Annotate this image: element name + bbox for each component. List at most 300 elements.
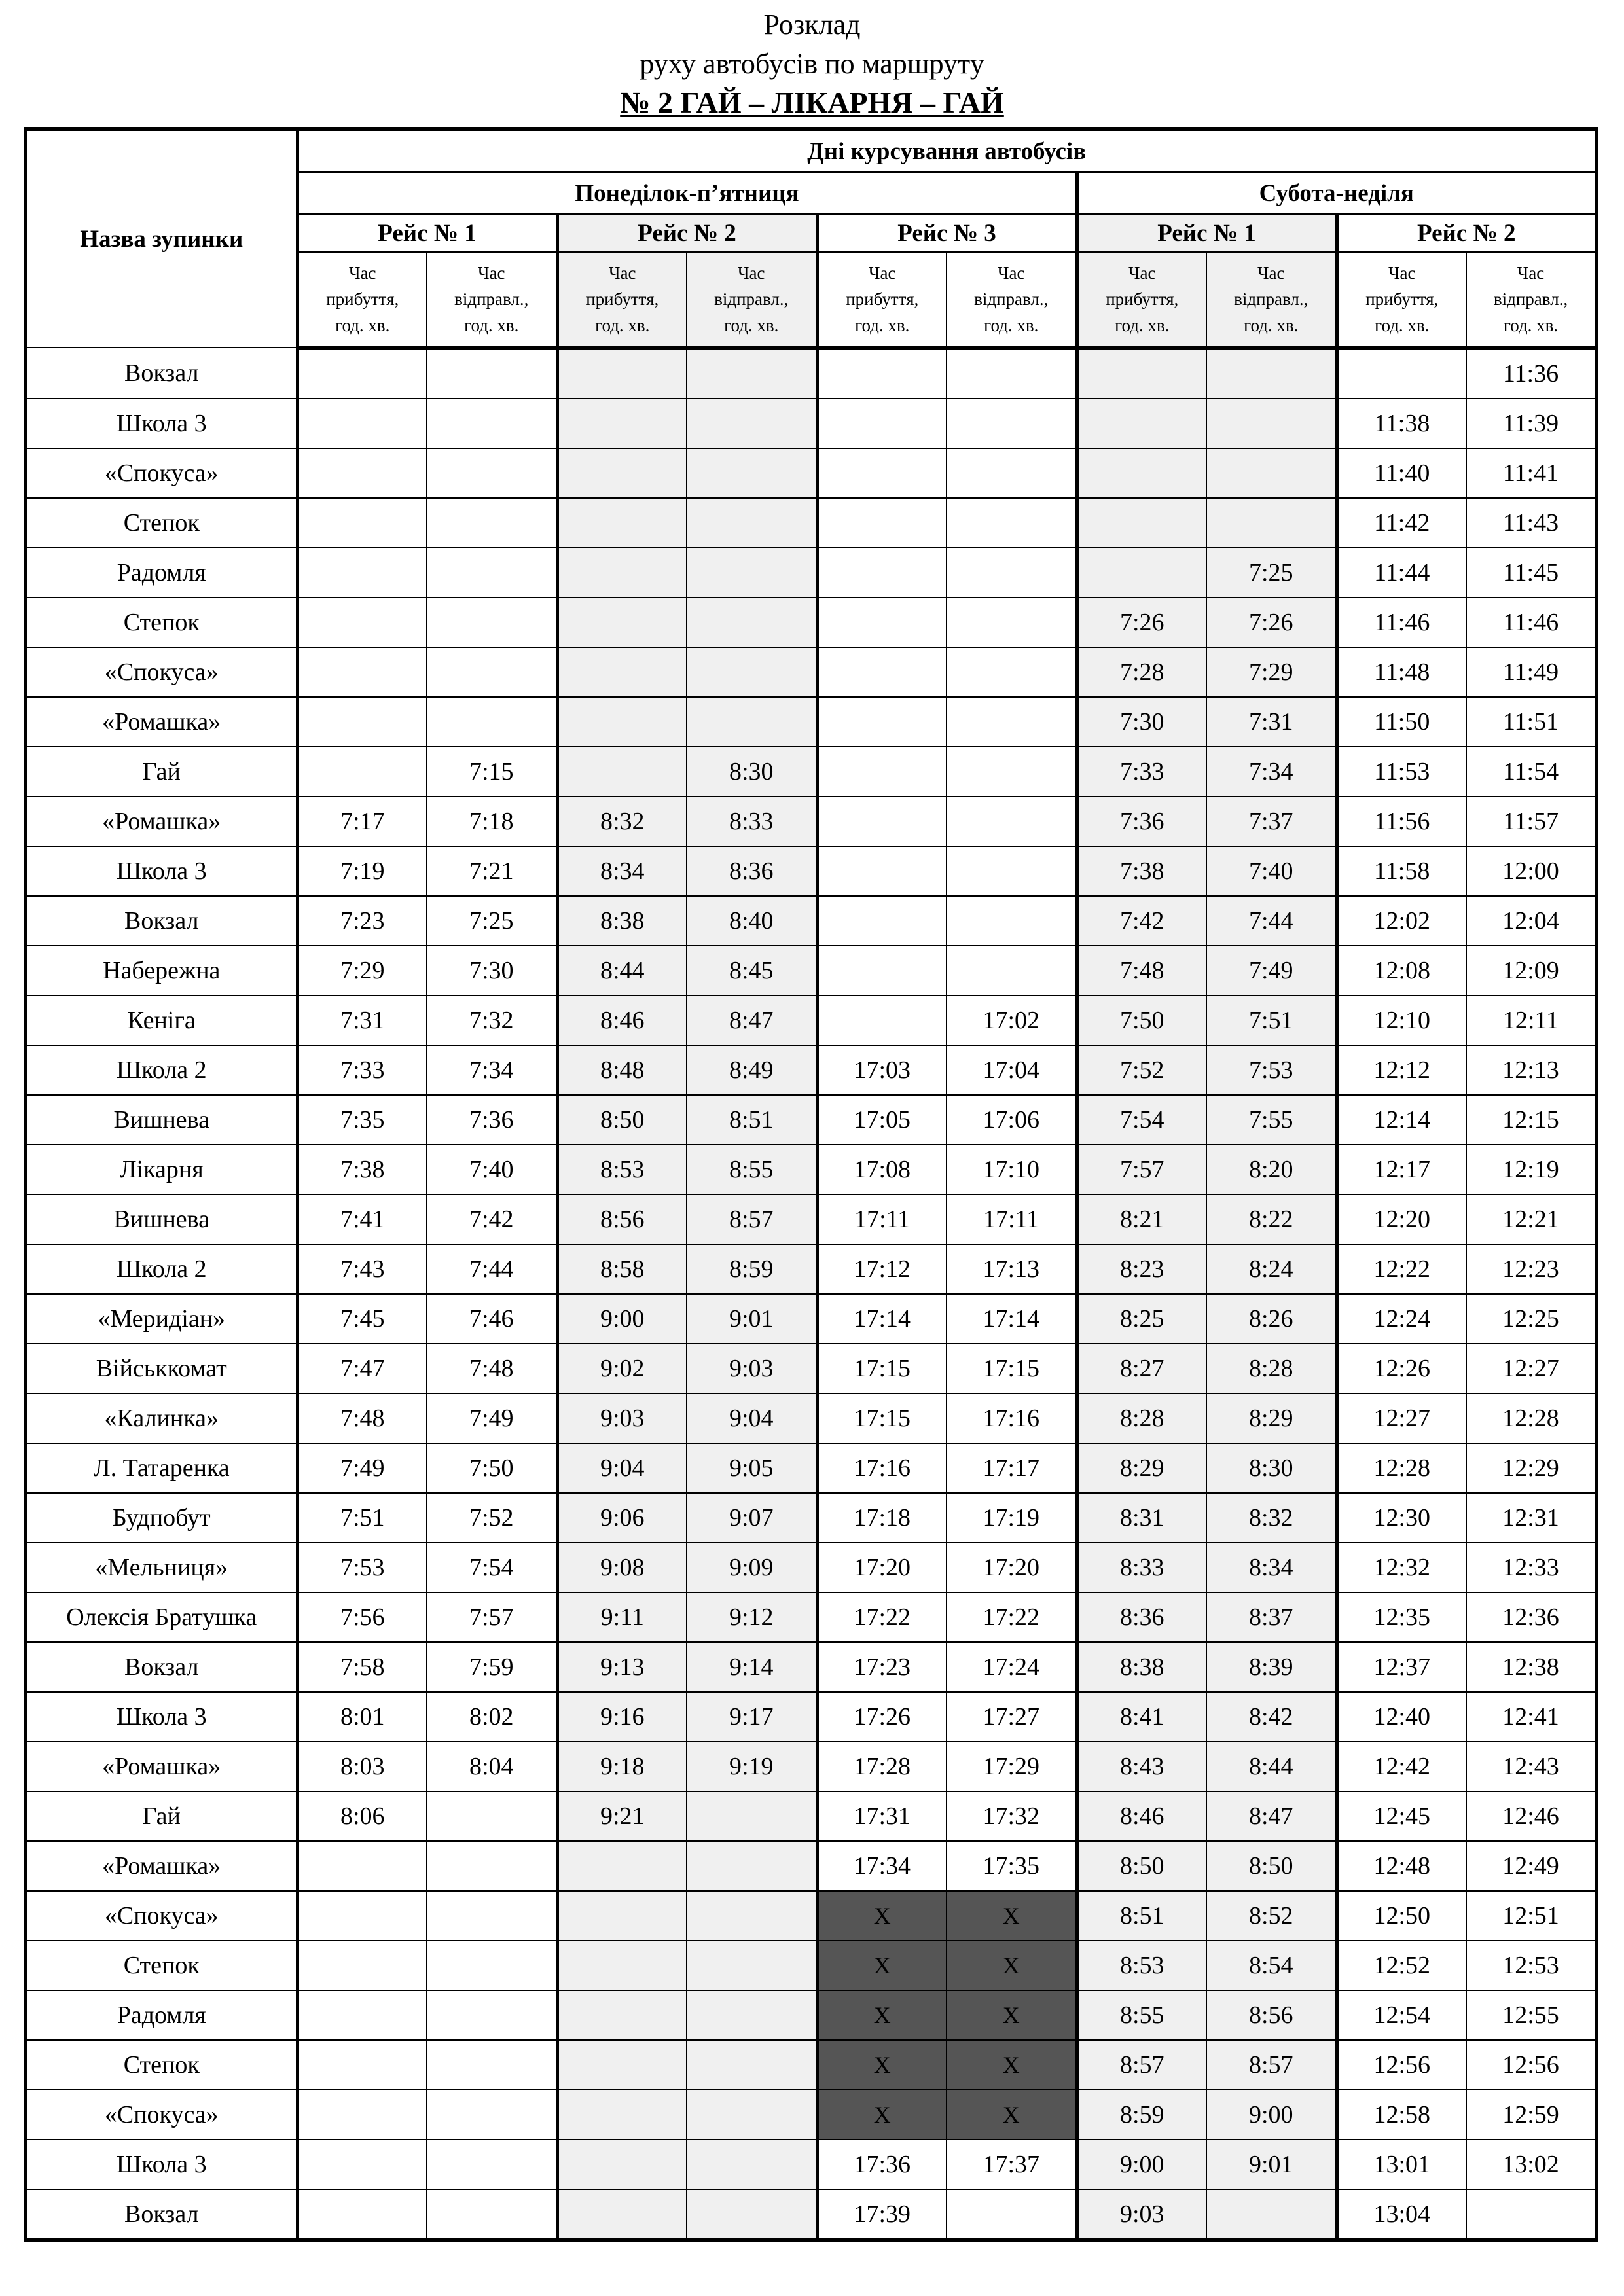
table-row — [26, 797, 1597, 846]
table-row — [26, 1990, 1597, 2040]
departure-time-cell: 12:19 — [1466, 1145, 1597, 1194]
arrival-label-line: год. хв. — [1375, 315, 1430, 335]
arrival-time-cell: 7:47 — [297, 1344, 427, 1393]
departure-time-cell: 8:59 — [687, 1244, 817, 1294]
arrival-time-cell — [557, 747, 687, 797]
departure-time-cell: 7:34 — [1206, 747, 1337, 797]
departure-time-cell: 7:46 — [427, 1294, 557, 1344]
arrival-time-cell: 8:46 — [1077, 1791, 1206, 1841]
departure-time-cell: 12:41 — [1466, 1692, 1597, 1742]
arrival-time-cell: 8:48 — [557, 1045, 687, 1095]
departure-time-cell: 8:30 — [1206, 1443, 1337, 1493]
departure-time-header — [1466, 252, 1597, 348]
arrival-time-cell: 8:33 — [1077, 1543, 1206, 1592]
arrival-time-cell — [297, 598, 427, 647]
arrival-label-line: прибуття, — [1106, 289, 1179, 309]
stop-name-cell: Кеніга — [26, 996, 297, 1045]
departure-time-cell — [687, 2189, 817, 2240]
arrival-time-cell: 17:15 — [817, 1393, 947, 1443]
departure-time-cell: 7:34 — [427, 1045, 557, 1095]
stop-name-cell: «Ромашка» — [26, 1742, 297, 1791]
departure-time-cell: 9:01 — [1206, 2140, 1337, 2189]
arrival-time-header — [557, 252, 687, 348]
arrival-time-cell — [557, 498, 687, 548]
departure-label-line: год. хв. — [1503, 315, 1559, 335]
arrival-time-cell — [557, 448, 687, 498]
arrival-time-cell: 9:18 — [557, 1742, 687, 1791]
arrival-time-cell: 9:03 — [557, 1393, 687, 1443]
arrival-time-cell: 7:33 — [1077, 747, 1206, 797]
stop-name-cell: Степок — [26, 498, 297, 548]
departure-time-cell: 7:53 — [1206, 1045, 1337, 1095]
departure-time-cell: 8:49 — [687, 1045, 817, 1095]
arrival-label-line: прибуття, — [846, 289, 919, 309]
departure-label-line: год. хв. — [984, 315, 1039, 335]
table-row — [26, 1095, 1597, 1145]
departure-time-cell: 8:04 — [427, 1742, 557, 1791]
departure-time-cell: 7:32 — [427, 996, 557, 1045]
arrival-time-cell: 11:44 — [1337, 548, 1466, 598]
departure-time-cell: 9:01 — [687, 1294, 817, 1344]
departure-time-cell: 11:57 — [1466, 797, 1597, 846]
arrival-time-cell — [817, 896, 947, 946]
departure-time-cell: 12:27 — [1466, 1344, 1597, 1393]
departure-time-cell: 12:36 — [1466, 1592, 1597, 1642]
departure-time-cell: 17:19 — [947, 1493, 1077, 1543]
table-row — [26, 1841, 1597, 1891]
departure-time-cell — [427, 1891, 557, 1941]
departure-time-cell: 17:24 — [947, 1642, 1077, 1692]
departure-time-cell: 11:36 — [1466, 348, 1597, 399]
departure-time-cell — [427, 2090, 557, 2140]
arrival-time-cell: 12:26 — [1337, 1344, 1466, 1393]
arrival-time-cell — [817, 598, 947, 647]
departure-time-cell — [687, 1841, 817, 1891]
departure-time-cell: 17:17 — [947, 1443, 1077, 1493]
arrival-time-cell: 7:54 — [1077, 1095, 1206, 1145]
departure-time-cell — [947, 946, 1077, 996]
arrival-time-cell: 7:45 — [297, 1294, 427, 1344]
arrival-time-cell: 17:11 — [817, 1194, 947, 1244]
arrival-time-cell: 12:58 — [1337, 2090, 1466, 2140]
departure-time-cell: 11:39 — [1466, 399, 1597, 448]
arrival-time-cell: 17:39 — [817, 2189, 947, 2240]
arrival-time-cell: 17:08 — [817, 1145, 947, 1194]
departure-time-cell — [427, 598, 557, 647]
departure-time-cell: 7:44 — [1206, 896, 1337, 946]
departure-time-cell — [687, 1990, 817, 2040]
table-row — [26, 1344, 1597, 1393]
arrival-label-line: прибуття, — [586, 289, 659, 309]
departure-time-cell: 8:57 — [1206, 2040, 1337, 2090]
arrival-time-cell: 17:15 — [817, 1344, 947, 1393]
trip-header: Рейс № 3 — [817, 214, 1077, 252]
arrival-time-cell: 11:48 — [1337, 647, 1466, 697]
table-row — [26, 1891, 1597, 1941]
arrival-time-cell: 12:17 — [1337, 1145, 1466, 1194]
arrival-time-cell: 7:49 — [297, 1443, 427, 1493]
departure-time-cell: 11:54 — [1466, 747, 1597, 797]
arrival-time-cell — [1077, 448, 1206, 498]
arrival-time-cell: 17:03 — [817, 1045, 947, 1095]
arrival-time-cell — [557, 399, 687, 448]
departure-label-line: год. хв. — [724, 315, 779, 335]
arrival-time-cell: 7:17 — [297, 797, 427, 846]
arrival-time-cell: 11:53 — [1337, 747, 1466, 797]
departure-time-cell: X — [947, 2090, 1077, 2140]
table-row — [26, 448, 1597, 498]
arrival-label-line: год. хв. — [855, 315, 910, 335]
arrival-time-cell: 7:26 — [1077, 598, 1206, 647]
departure-time-cell: X — [947, 2040, 1077, 2090]
departure-time-cell: 17:04 — [947, 1045, 1077, 1095]
arrival-time-cell — [557, 1941, 687, 1990]
arrival-time-cell — [297, 647, 427, 697]
departure-time-cell — [427, 647, 557, 697]
table-row — [26, 1592, 1597, 1642]
departure-time-cell: 12:53 — [1466, 1941, 1597, 1990]
departure-time-cell: 7:48 — [427, 1344, 557, 1393]
departure-time-cell: 7:25 — [427, 896, 557, 946]
departure-time-cell: 7:26 — [1206, 598, 1337, 647]
arrival-time-cell — [297, 548, 427, 598]
arrival-time-cell: 7:42 — [1077, 896, 1206, 946]
departure-time-cell — [427, 1990, 557, 2040]
arrival-time-cell — [297, 2090, 427, 2140]
arrival-time-cell: 17:12 — [817, 1244, 947, 1294]
departure-time-cell: 8:28 — [1206, 1344, 1337, 1393]
days-header: Дні курсування автобусів — [297, 129, 1597, 172]
departure-time-cell — [427, 1791, 557, 1841]
departure-time-cell: 17:20 — [947, 1543, 1077, 1592]
departure-label-line: відправл., — [454, 289, 529, 309]
arrival-time-cell — [557, 2040, 687, 2090]
table-row — [26, 896, 1597, 946]
departure-time-cell — [687, 548, 817, 598]
trip-header: Рейс № 2 — [1337, 214, 1597, 252]
table-row — [26, 697, 1597, 747]
arrival-time-cell — [297, 1941, 427, 1990]
departure-time-cell: 8:20 — [1206, 1145, 1337, 1194]
departure-time-cell: 17:13 — [947, 1244, 1077, 1294]
arrival-time-cell: 12:28 — [1337, 1443, 1466, 1493]
departure-time-cell — [427, 548, 557, 598]
departure-time-cell — [947, 896, 1077, 946]
departure-time-cell: 11:45 — [1466, 548, 1597, 598]
departure-time-cell: 17:32 — [947, 1791, 1077, 1841]
departure-time-cell: 11:41 — [1466, 448, 1597, 498]
departure-time-cell — [687, 2040, 817, 2090]
arrival-time-cell: 17:28 — [817, 1742, 947, 1791]
departure-time-cell: 13:02 — [1466, 2140, 1597, 2189]
period-header-weekdays: Понеділок-п’ятниця — [297, 172, 1077, 214]
arrival-time-cell: 12:22 — [1337, 1244, 1466, 1294]
arrival-time-cell — [817, 697, 947, 747]
departure-time-cell — [427, 2189, 557, 2240]
departure-time-cell: 12:11 — [1466, 996, 1597, 1045]
stop-name-cell: Радомля — [26, 1990, 297, 2040]
arrival-time-cell: 9:04 — [557, 1443, 687, 1493]
table-row — [26, 1493, 1597, 1543]
arrival-time-cell — [817, 399, 947, 448]
departure-time-cell — [1206, 498, 1337, 548]
arrival-time-cell: 7:52 — [1077, 1045, 1206, 1095]
arrival-time-cell: 8:43 — [1077, 1742, 1206, 1791]
departure-time-cell: 12:28 — [1466, 1393, 1597, 1443]
table-row — [26, 2090, 1597, 2140]
departure-time-cell: 12:38 — [1466, 1642, 1597, 1692]
title-line-2: руху автобусів по маршруту — [640, 48, 984, 80]
departure-time-cell — [687, 1891, 817, 1941]
stop-name-cell: Будпобут — [26, 1493, 297, 1543]
arrival-time-cell: 7:38 — [297, 1145, 427, 1194]
departure-time-cell: 8:40 — [687, 896, 817, 946]
departure-time-cell — [947, 2189, 1077, 2240]
arrival-time-cell — [557, 1990, 687, 2040]
trip-header: Рейс № 2 — [557, 214, 817, 252]
arrival-time-cell: 11:50 — [1337, 697, 1466, 747]
departure-time-cell: 8:39 — [1206, 1642, 1337, 1692]
stop-name-cell: «Калинка» — [26, 1393, 297, 1443]
arrival-label-line: Час — [1388, 263, 1416, 283]
departure-time-cell: 17:16 — [947, 1393, 1077, 1443]
arrival-time-cell — [557, 348, 687, 399]
departure-time-cell — [1206, 2189, 1337, 2240]
table-row — [26, 1692, 1597, 1742]
table-row — [26, 846, 1597, 896]
arrival-time-cell — [557, 647, 687, 697]
table-row — [26, 647, 1597, 697]
table-row — [26, 2140, 1597, 2189]
arrival-time-cell: 7:33 — [297, 1045, 427, 1095]
departure-time-cell: 8:52 — [1206, 1891, 1337, 1941]
arrival-time-cell — [297, 1990, 427, 2040]
arrival-time-cell: 13:01 — [1337, 2140, 1466, 2189]
arrival-time-cell: 12:42 — [1337, 1742, 1466, 1791]
departure-time-cell: 7:25 — [1206, 548, 1337, 598]
departure-time-cell: 8:45 — [687, 946, 817, 996]
departure-time-cell — [427, 1941, 557, 1990]
arrival-time-cell — [817, 946, 947, 996]
stop-column-header: Назва зупинки — [26, 129, 297, 348]
departure-time-cell: 9:09 — [687, 1543, 817, 1592]
departure-time-cell — [947, 548, 1077, 598]
arrival-time-cell — [817, 498, 947, 548]
departure-time-cell: 7:50 — [427, 1443, 557, 1493]
departure-time-cell — [427, 1841, 557, 1891]
arrival-time-cell: 12:10 — [1337, 996, 1466, 1045]
arrival-label-line: год. хв. — [595, 315, 650, 335]
departure-time-cell: 9:03 — [687, 1344, 817, 1393]
departure-time-cell — [1466, 2189, 1597, 2240]
stop-name-cell: «Ромашка» — [26, 1841, 297, 1891]
departure-time-cell: 9:17 — [687, 1692, 817, 1742]
table-row — [26, 996, 1597, 1045]
arrival-time-cell: X — [817, 1941, 947, 1990]
departure-label-line: відправл., — [1493, 289, 1568, 309]
departure-time-cell — [687, 2140, 817, 2189]
departure-time-cell: 8:50 — [1206, 1841, 1337, 1891]
arrival-time-cell — [297, 697, 427, 747]
departure-time-cell: 8:55 — [687, 1145, 817, 1194]
arrival-time-cell: 7:53 — [297, 1543, 427, 1592]
departure-time-cell: 8:29 — [1206, 1393, 1337, 1443]
departure-time-cell: 8:54 — [1206, 1941, 1337, 1990]
arrival-time-cell: 7:43 — [297, 1244, 427, 1294]
arrival-time-cell: 8:46 — [557, 996, 687, 1045]
arrival-time-header — [1337, 252, 1466, 348]
arrival-time-cell: 12:40 — [1337, 1692, 1466, 1742]
table-row — [26, 1642, 1597, 1692]
departure-time-cell: X — [947, 1990, 1077, 2040]
arrival-time-cell: 17:34 — [817, 1841, 947, 1891]
stop-name-cell: Олексія Братушка — [26, 1592, 297, 1642]
stop-name-cell: Вокзал — [26, 2189, 297, 2240]
arrival-time-cell: 7:57 — [1077, 1145, 1206, 1194]
arrival-time-cell: 17:26 — [817, 1692, 947, 1742]
departure-time-cell: 7:18 — [427, 797, 557, 846]
departure-time-cell: 17:14 — [947, 1294, 1077, 1344]
stop-name-cell: Лікарня — [26, 1145, 297, 1194]
arrival-time-cell: 8:27 — [1077, 1344, 1206, 1393]
arrival-time-cell — [297, 1841, 427, 1891]
stop-name-cell: Військкомат — [26, 1344, 297, 1393]
departure-time-cell — [687, 1941, 817, 1990]
route-title: № 2 ГАЙ – ЛІКАРНЯ – ГАЙ — [620, 86, 1004, 119]
arrival-time-cell: 8:50 — [557, 1095, 687, 1145]
table-row — [26, 1443, 1597, 1493]
arrival-label-line: год. хв. — [1115, 315, 1170, 335]
table-row — [26, 1543, 1597, 1592]
departure-time-cell: 12:43 — [1466, 1742, 1597, 1791]
arrival-time-cell: 12:56 — [1337, 2040, 1466, 2090]
departure-label-line: Час — [737, 263, 765, 283]
stop-name-cell: Степок — [26, 2040, 297, 2090]
arrival-time-cell: 7:23 — [297, 896, 427, 946]
arrival-time-cell: 9:11 — [557, 1592, 687, 1642]
departure-time-cell: 12:31 — [1466, 1493, 1597, 1543]
stop-name-cell: Степок — [26, 598, 297, 647]
departure-time-cell: 7:51 — [1206, 996, 1337, 1045]
departure-time-cell: 9:07 — [687, 1493, 817, 1543]
arrival-time-cell — [1337, 348, 1466, 399]
arrival-time-cell — [557, 2090, 687, 2140]
arrival-time-cell — [817, 448, 947, 498]
departure-time-cell: 12:49 — [1466, 1841, 1597, 1891]
arrival-time-cell: 12:45 — [1337, 1791, 1466, 1841]
arrival-time-cell: 7:50 — [1077, 996, 1206, 1045]
departure-time-cell — [687, 2090, 817, 2140]
arrival-time-cell: 12:32 — [1337, 1543, 1466, 1592]
arrival-time-cell: 12:08 — [1337, 946, 1466, 996]
departure-label-line: відправл., — [714, 289, 789, 309]
arrival-time-cell: 8:06 — [297, 1791, 427, 1841]
arrival-time-cell: 12:48 — [1337, 1841, 1466, 1891]
departure-time-cell: 8:42 — [1206, 1692, 1337, 1742]
stop-name-cell: «Мельниця» — [26, 1543, 297, 1592]
arrival-time-cell: 8:21 — [1077, 1194, 1206, 1244]
arrival-time-cell: 12:12 — [1337, 1045, 1466, 1095]
arrival-time-cell: 9:00 — [557, 1294, 687, 1344]
table-row — [26, 2040, 1597, 2090]
departure-time-cell: 17:15 — [947, 1344, 1077, 1393]
departure-time-cell: 12:46 — [1466, 1791, 1597, 1841]
departure-time-cell: 8:36 — [687, 846, 817, 896]
arrival-time-cell: 8:50 — [1077, 1841, 1206, 1891]
table-row — [26, 1244, 1597, 1294]
arrival-time-cell: 7:38 — [1077, 846, 1206, 896]
departure-time-cell — [947, 598, 1077, 647]
arrival-time-cell: 7:30 — [1077, 697, 1206, 747]
departure-time-cell — [947, 448, 1077, 498]
table-row — [26, 1393, 1597, 1443]
arrival-time-cell — [557, 2189, 687, 2240]
schedule-table — [24, 127, 1598, 2242]
departure-label-line: Час — [1517, 263, 1545, 283]
arrival-time-cell — [297, 448, 427, 498]
stop-name-cell: Школа 3 — [26, 846, 297, 896]
departure-time-cell: X — [947, 1891, 1077, 1941]
arrival-time-cell: 8:32 — [557, 797, 687, 846]
departure-time-cell: 8:44 — [1206, 1742, 1337, 1791]
stop-name-cell: «Ромашка» — [26, 797, 297, 846]
arrival-time-cell: 17:18 — [817, 1493, 947, 1543]
arrival-time-cell: 7:48 — [1077, 946, 1206, 996]
table-row — [26, 747, 1597, 797]
departure-time-cell: 7:54 — [427, 1543, 557, 1592]
arrival-time-cell: 7:29 — [297, 946, 427, 996]
departure-time-cell: 12:56 — [1466, 2040, 1597, 2090]
arrival-time-cell: 12:35 — [1337, 1592, 1466, 1642]
arrival-time-cell: 11:58 — [1337, 846, 1466, 896]
table-row — [26, 498, 1597, 548]
arrival-time-cell: 7:41 — [297, 1194, 427, 1244]
departure-time-cell: 12:13 — [1466, 1045, 1597, 1095]
departure-time-cell: 8:26 — [1206, 1294, 1337, 1344]
departure-time-cell — [687, 448, 817, 498]
arrival-time-cell — [1077, 498, 1206, 548]
stop-name-cell: Радомля — [26, 548, 297, 598]
arrival-time-cell: X — [817, 2040, 947, 2090]
arrival-time-cell: 11:46 — [1337, 598, 1466, 647]
arrival-time-cell: 8:34 — [557, 846, 687, 896]
arrival-label-line: год. хв. — [335, 315, 390, 335]
departure-time-cell: 12:00 — [1466, 846, 1597, 896]
arrival-time-cell: 7:48 — [297, 1393, 427, 1443]
arrival-time-cell: 12:02 — [1337, 896, 1466, 946]
arrival-time-cell: 11:56 — [1337, 797, 1466, 846]
departure-time-cell: 11:51 — [1466, 697, 1597, 747]
departure-time-cell: 11:43 — [1466, 498, 1597, 548]
departure-time-cell: 8:47 — [1206, 1791, 1337, 1841]
departure-time-cell: 8:47 — [687, 996, 817, 1045]
departure-time-cell: 17:27 — [947, 1692, 1077, 1742]
departure-time-cell: 9:05 — [687, 1443, 817, 1493]
arrival-time-cell: 17:05 — [817, 1095, 947, 1145]
table-row — [26, 1941, 1597, 1990]
departure-time-cell: 17:37 — [947, 2140, 1077, 2189]
departure-time-cell: 11:46 — [1466, 598, 1597, 647]
stop-name-cell: Вокзал — [26, 896, 297, 946]
departure-time-cell: 8:34 — [1206, 1543, 1337, 1592]
departure-time-cell: 8:33 — [687, 797, 817, 846]
departure-time-cell: 7:59 — [427, 1642, 557, 1692]
stop-name-cell: «Спокуса» — [26, 1891, 297, 1941]
departure-time-cell: 7:42 — [427, 1194, 557, 1244]
arrival-time-cell: 7:35 — [297, 1095, 427, 1145]
departure-time-cell: 12:33 — [1466, 1543, 1597, 1592]
departure-time-cell: 12:59 — [1466, 2090, 1597, 2140]
